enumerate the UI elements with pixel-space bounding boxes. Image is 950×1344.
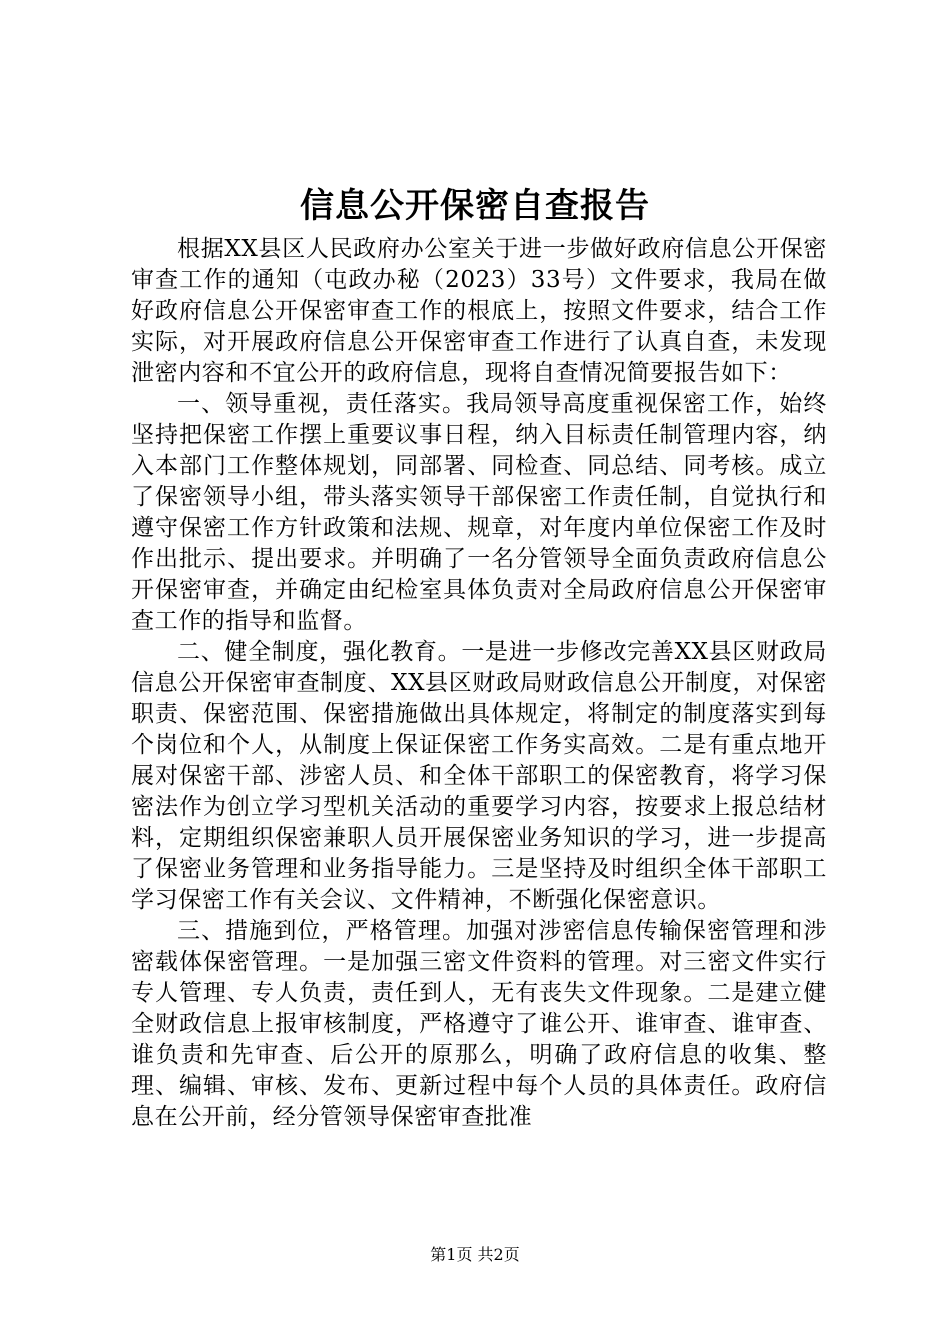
document-body bbox=[131, 234, 827, 1133]
document-title: 信息公开保密自查报告 bbox=[300, 186, 650, 226]
section-2-paragraph: 二、健全制度，强化教育。一是进一步修改完善XX县区财政局信息公开保密审查制度、XX县区财政局财政信息公开制度，对保密职责、保密范围、保密措施做出具体规定，将制定的制度落实到每个岗位和个人，从制度上保证保密工作务实高效。二是有重点地开展对保密干部、涉密人员、和全体干部职工的保密教育，将学习保密法作为创立学习型机关活动的重要学习内容，按要求上报总结材料，定期组织保密兼职人员开展保密业务知识的学习，进一步提高了保密业务管理和业务指导能力。三是坚持及时组织全体干部职工学习保密工作有关会议、文件精神，不断强化保密意识。 bbox=[131, 639, 827, 913]
section-1-paragraph: 一、领导重视，责任落实。我局领导高度重视保密工作，始终坚持把保密工作摆上重要议事日程，纳入目标责任制管理内容，纳入本部门工作整体规划，同部署、同检查、同总结、同考核。成立了保密领导小组，带头落实领导干部保密工作责任制，自觉执行和遵守保密工作方针政策和法规、规章，对年度内单位保密工作及时作出批示、提出要求。并明确了一名分管领导全面负责政府信息公开保密审查，并确定由纪检室具体负责对全局政府信息公开保密审查工作的指导和监督。 bbox=[131, 391, 827, 634]
intro-paragraph: 根据XX县区人民政府办公室关于进一步做好政府信息公开保密审查工作的通知（屯政办秘（2023）33号）文件要求，我局在做好政府信息公开保密审查工作的根底上，按照文件要求，结合工作实际，对开展政府信息公开保密审查工作进行了认真自查，未发现泄密内容和不宜公开的政府信息，现将自查情况简要报告如下： bbox=[131, 236, 827, 386]
page-number-footer: 第1页 共2页 bbox=[430, 1245, 520, 1264]
section-3-paragraph: 三、措施到位，严格管理。加强对涉密信息传输保密管理和涉密载体保密管理。一是加强三密文件资料的管理。对三密文件实行专人管理、专人负责，责任到人，无有丧失文件现象。二是建立健全财政信息上报审核制度，严格遵守了谁公开、谁审查、谁审查、谁负责和先审查、后公开的原那么，明确了政府信息的收集、整理、编辑、审核、发布、更新过程中每个人员的具体责任。政府信息在公开前，经分管领导保密审查批准 bbox=[131, 918, 827, 1130]
